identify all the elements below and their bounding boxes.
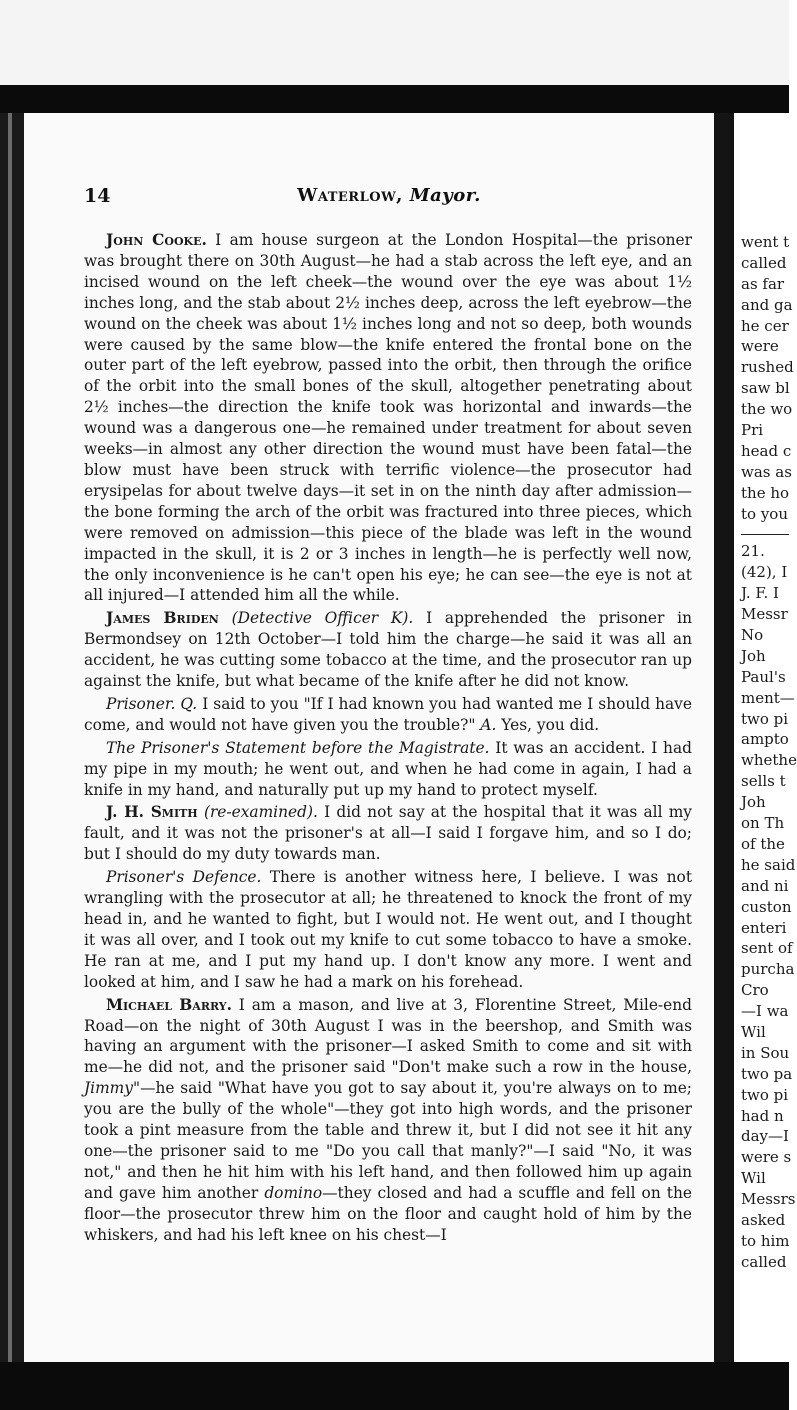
facing-page-line: Cro bbox=[741, 981, 769, 1000]
page-number: 14 bbox=[84, 185, 111, 207]
facing-page-line: 21. bbox=[741, 542, 765, 561]
paragraph-lead: Prisoner. bbox=[106, 694, 176, 713]
facing-page-line: Joh bbox=[741, 793, 766, 812]
facing-page-line: whethe bbox=[741, 751, 797, 770]
facing-page-line: on Th bbox=[741, 814, 785, 833]
scan-border-bottom bbox=[0, 1362, 789, 1410]
running-head-name: Waterlow, bbox=[297, 185, 403, 206]
facing-page-line: the ho bbox=[741, 483, 790, 502]
testimony-text: I am a mason, and live at 3, Florentine Street, Mile-end Road—on the night of 30th August I was in the beershop, and Smith was having an argument with the prisoner—I asked Smith to come and sit with me—he did not, and the prisoner said "Don't make such a row in the house, bbox=[84, 995, 692, 1077]
running-head-title: Mayor. bbox=[409, 185, 481, 206]
facing-page-line: were bbox=[741, 337, 779, 356]
facing-page-line: head c bbox=[741, 441, 792, 460]
testimony-text: —they closed and had a scuffle and fell on the floor—the prosecutor threw him on the floor and caught hold of him by the whiskers, and had his left knee on his chest—I bbox=[84, 1183, 692, 1244]
facing-page-line: sells t bbox=[741, 772, 786, 791]
book-spine-highlight bbox=[8, 113, 12, 1362]
witness-name: James Briden bbox=[106, 609, 219, 628]
facing-page-line: he said bbox=[741, 855, 796, 874]
witness-name: J. H. Smith bbox=[106, 803, 198, 822]
paragraph-lead: The Prisoner's Statement before the Magistrate. bbox=[106, 738, 490, 757]
page-header bbox=[84, 185, 694, 215]
paragraph-lead: Prisoner's Defence. bbox=[106, 868, 262, 887]
facing-page-line: J. F. I bbox=[741, 584, 779, 603]
answer-text: Yes, you did. bbox=[496, 715, 600, 734]
facing-page-line: had n bbox=[741, 1106, 784, 1125]
facing-page-line: two pi bbox=[741, 709, 789, 728]
facing-page-line: sent of bbox=[741, 939, 793, 958]
facing-page-line: rushed bbox=[741, 358, 794, 377]
page-body bbox=[84, 230, 692, 1248]
scan-border-top bbox=[0, 85, 789, 113]
facing-page-line: Messrs bbox=[741, 1190, 796, 1209]
testimony-text: I am house surgeon at the London Hospital—the prisoner was brought there on 30th August—he had a stab across the left eye, and an incised wound on the left cheek—the wound over the eye was about 1½ inches long, and the stab about 2½ inches deep, across the left eyebrow—the wound on the cheek was about 1½ inches long and not so deep, both wounds were caused by the same blow—the knife entered the frontal bone on the outer part of the left eyebrow, passed into the orbit, then through the orifice of the orbit into the small bones of the skull, altogether penetrating about 2½ inches—the direction the knife took was horizontal and inwards—the wound was a dangerous one—he remained under treatment for about seven weeks—in almost any other direction the wound must have been fatal—the blow must have been struck with terrific violence—the prosecutor had erysipelas for about twelve days—it set in on the ninth day after admission—the bone forming the arch of the orbit was fractured into three pieces, which were removed on admission—this piece of the blade was left in the wound impacted in the skull, it is 2 or 3 inches in length—he is perfectly well now, the only inconvenience is he can't open his eye; he can see—the eye is not at all injured—I attended him all the while. bbox=[84, 231, 692, 605]
book-spine-left bbox=[0, 113, 24, 1362]
facing-page-line: ampto bbox=[741, 730, 789, 749]
question-marker: Q. bbox=[180, 694, 198, 713]
testimony-text: I did not say at the hospital that it was all my fault, and it was not the prisoner's at all—I said I forgave him, and so I do; but I should do my duty towards man. bbox=[84, 803, 693, 864]
facing-page-line: and ga bbox=[741, 295, 793, 314]
facing-page-line: ment— bbox=[741, 688, 795, 707]
facing-page-line: of the bbox=[741, 834, 785, 853]
facing-page-line: and ni bbox=[741, 876, 789, 895]
testimony-paragraph bbox=[84, 867, 692, 992]
emphasis-text: domino bbox=[264, 1183, 323, 1202]
facing-page-line: to you bbox=[741, 504, 788, 523]
facing-page-line: Wil bbox=[741, 1169, 766, 1188]
witness-note: (re-examined). bbox=[203, 803, 318, 822]
witness-note: (Detective Officer K). bbox=[231, 609, 414, 628]
facing-page-line: as far bbox=[741, 274, 785, 293]
facing-page-line: (42), I bbox=[741, 563, 788, 582]
facing-page-line: were s bbox=[741, 1148, 792, 1167]
facing-page-rule bbox=[741, 534, 789, 535]
testimony-paragraph bbox=[84, 694, 692, 736]
testimony-paragraph bbox=[84, 802, 692, 865]
facing-page-line: Pri bbox=[741, 421, 764, 440]
facing-page-line: saw bl bbox=[741, 379, 790, 398]
facing-page-line: No bbox=[741, 626, 764, 645]
running-head bbox=[84, 185, 694, 206]
facing-page-line: in Sou bbox=[741, 1043, 790, 1062]
facing-page-line: two pa bbox=[741, 1064, 793, 1083]
testimony-text: There is another witness here, I believe. I was not wrangling with the prosecutor at all; he threatened to knock the front of my head in, and he wanted to fight, but I would not. He went out, and I thought it was all over, and I took out my knife to cut some tobacco to have a smoke. He ran at me, and I put my hand up. I don't know any more. I went and looked at him, and I saw he had a mark on his forehead. bbox=[84, 868, 693, 991]
facing-page-line: purcha bbox=[741, 960, 795, 979]
facing-page-line: to him bbox=[741, 1231, 790, 1250]
emphasis-text: Jimmy bbox=[84, 1079, 133, 1098]
testimony-paragraph bbox=[84, 230, 692, 606]
book-spine-right bbox=[714, 113, 734, 1362]
testimony-text: "—he said "What have you got to say about it, you're always on to me; you are the bully of the whole"—they got into high words, and the prisoner took a pint measure from the table and threw it, but I did not see it hit any one—the prisoner said to me "Do you call that manly?"—I said "No, it was not," and then he hit him with his left hand, and then followed him up again and gave him another bbox=[84, 1079, 692, 1202]
facing-page-line: Paul's bbox=[741, 667, 786, 686]
facing-page-line: went t bbox=[741, 233, 790, 251]
facing-page-line: called bbox=[741, 253, 787, 272]
facing-page-text bbox=[741, 232, 797, 1273]
witness-name: Michael Barry. bbox=[106, 995, 232, 1014]
facing-page-line: two pi bbox=[741, 1085, 789, 1104]
facing-page-line: he cer bbox=[741, 316, 789, 335]
facing-page-line: the wo bbox=[741, 400, 793, 419]
facing-page-line: enteri bbox=[741, 918, 787, 937]
question-text: I said to you "If I had known you had wanted me I should have come, and would not have given you the trouble?" bbox=[84, 694, 692, 734]
scan-margin-top bbox=[0, 0, 789, 85]
answer-marker: A. bbox=[480, 715, 497, 734]
testimony-text: It was an accident. I had my pipe in my mouth; he went out, and when he had come in again, I had a knife in my hand, and naturally put up my hand to protect myself. bbox=[84, 738, 693, 799]
facing-page-line: Wil bbox=[741, 1022, 766, 1041]
facing-page-line: Joh bbox=[741, 646, 766, 665]
facing-page-line: asked bbox=[741, 1210, 786, 1229]
testimony-paragraph bbox=[84, 738, 692, 801]
facing-page-line: was as bbox=[741, 462, 792, 481]
facing-page-line: custon bbox=[741, 897, 792, 916]
testimony-paragraph bbox=[84, 608, 692, 692]
facing-page-line: day—I bbox=[741, 1127, 789, 1146]
facing-page-line: Messr bbox=[741, 605, 788, 624]
testimony-text: I apprehended the prisoner in Bermondsey on 12th October—I told him the charge—he said it was all an accident, he was cutting some tobacco at the time, and the prosecutor ran up against the knife, but what became of the knife after he did not know. bbox=[84, 609, 692, 691]
book-page bbox=[24, 113, 714, 1362]
witness-name: John Cooke. bbox=[106, 231, 207, 249]
testimony-paragraph bbox=[84, 995, 692, 1246]
facing-page-line: called bbox=[741, 1252, 787, 1271]
facing-page-line: —I wa bbox=[741, 1002, 789, 1021]
